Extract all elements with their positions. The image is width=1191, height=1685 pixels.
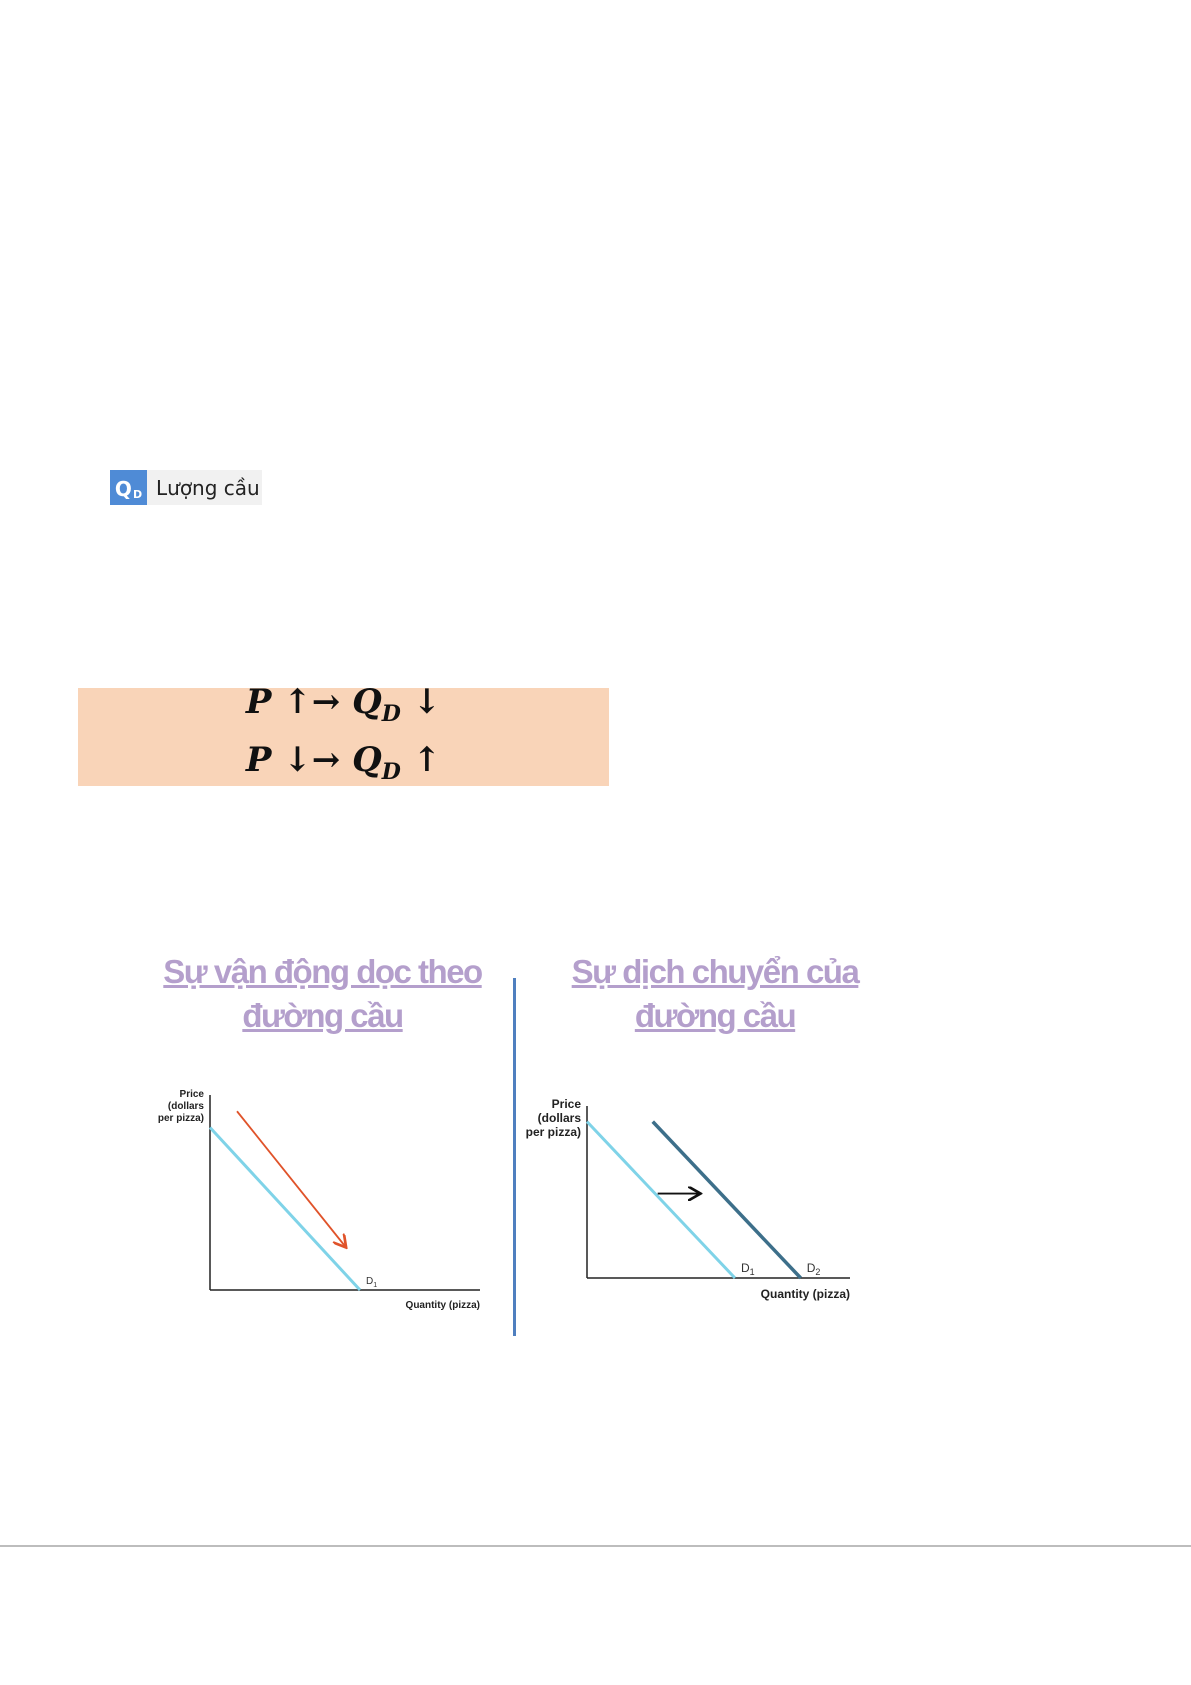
vertical-divider — [513, 978, 516, 1336]
demand-law-formula — [78, 682, 609, 786]
series-label-d1: $D_1$ — [740, 1261, 755, 1277]
qd-symbol-icon: Q $_D$ — [110, 470, 147, 505]
legend-label: Lượng cầu — [156, 475, 260, 500]
x-axis-label: Quantity (pizza) — [405, 1300, 480, 1311]
legend-badge — [110, 470, 262, 505]
y-axis-label: Price (dollars per pizza) — [157, 1089, 204, 1124]
movement-along-curve-chart — [150, 1085, 490, 1315]
curve-shift-chart — [525, 1098, 860, 1308]
formula-line-2: P ↓→ $Q_D$ ↑ — [245, 740, 442, 785]
x-axis-label: Quantity (pizza) — [760, 1287, 850, 1301]
demand-curve-d2 — [653, 1122, 801, 1278]
movement-arrow — [237, 1111, 345, 1246]
series-label-d2: $D_2$ — [806, 1261, 821, 1277]
series-label-d1: $D_1$ — [366, 1276, 378, 1289]
demand-curve-d1 — [210, 1128, 360, 1291]
y-axis-label: Price (dollars per pizza) — [525, 1098, 581, 1139]
demand-curve-d1 — [587, 1122, 735, 1278]
curve-shift-title: Sự dịch chuyển của đường cầu — [571, 953, 859, 1034]
movement-along-curve-title: Sự vận động dọc theo đường cầu — [163, 953, 482, 1034]
formula-line-1: P ↑→ $Q_D$ ↓ — [245, 682, 442, 727]
footer-rule — [0, 1545, 1191, 1547]
